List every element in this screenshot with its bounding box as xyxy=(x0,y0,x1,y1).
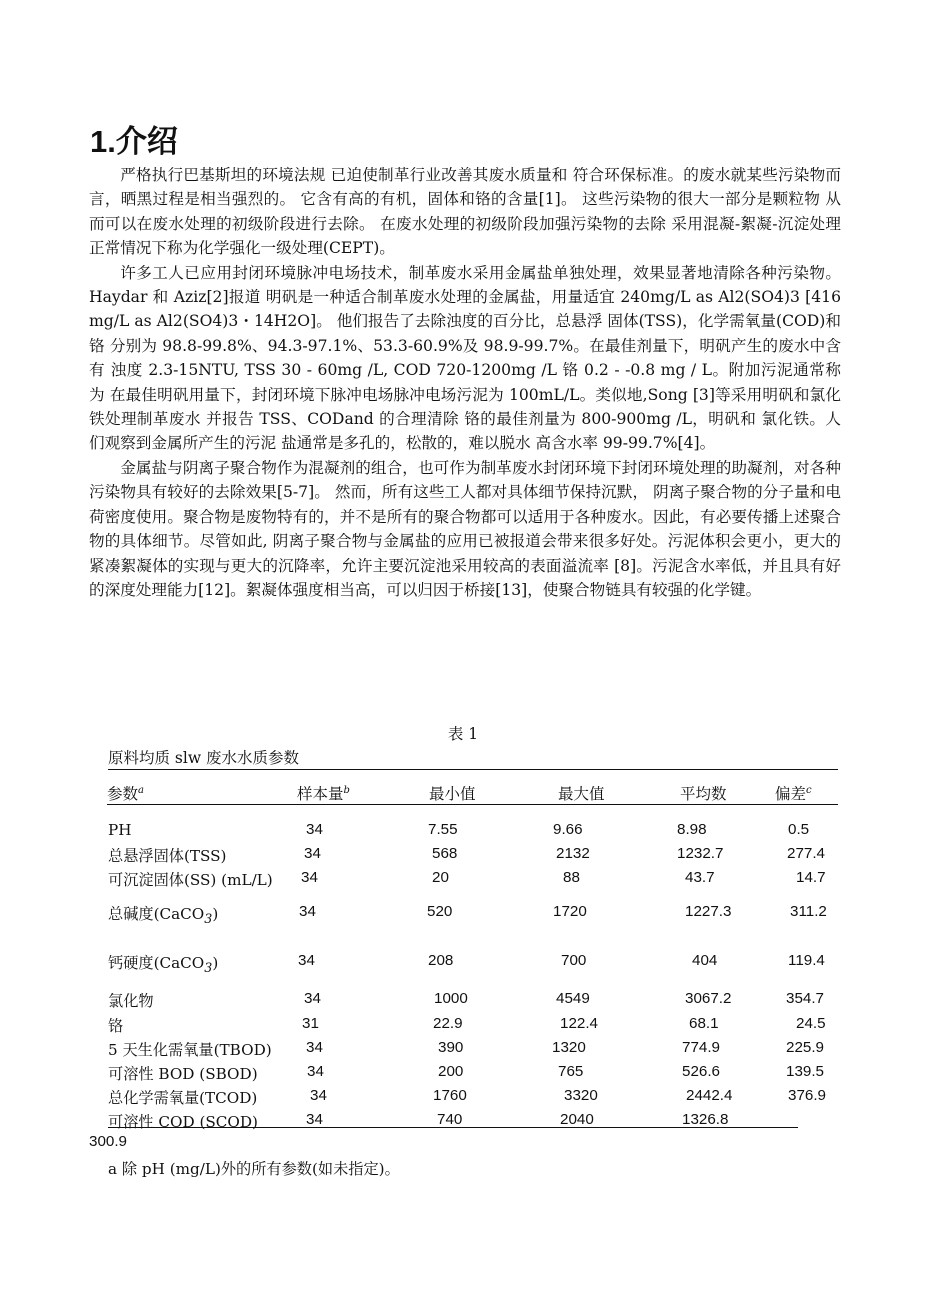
row-param-close: ) xyxy=(212,905,219,923)
cell-max: 700 xyxy=(561,952,587,969)
carry-value: 300.9 xyxy=(89,1133,128,1150)
cell-n: 34 xyxy=(310,1087,327,1104)
row-param-name: PH xyxy=(108,821,132,839)
header-param-sup: a xyxy=(138,784,144,796)
cell-mean: 1326.8 xyxy=(682,1111,729,1128)
header-mean xyxy=(680,782,775,805)
cell-max: 4549 xyxy=(556,990,590,1007)
cell-max: 1720 xyxy=(553,903,587,920)
cell-n: 34 xyxy=(306,1039,323,1056)
cell-min: 568 xyxy=(432,845,458,862)
cell-mean: 526.6 xyxy=(682,1063,721,1080)
paragraph: 金属盐与阴离子聚合物作为混凝剂的组合，也可作为制革废水封闭环境下封闭环境处理的助凝剂，对各种污染物具有较好的去除效果[5-7]。 然而，所有这些工人都对具体细节保持沉默， 阴离子聚合物的分子量和电荷密度使用。聚合物是废物特有的，并不是所有的聚合物都可以适用于各种废水。因此，有必要传播上述聚合物的具体细节。尽管如此, 阴离子聚合物与金属盐的应用已被报道会带来很多好处。污泥体积会更小，更大的紧凑絮凝体的实现与更大的沉降率，允许主要沉淀池采用较高的表面溢流率 [8]。污泥含水率低，并且具有好的深度处理能力[12]。絮凝体强度相当高，可以归因于桥接[13]，使聚合物链具有较强的化学键。 xyxy=(89,458,841,599)
cell-min: 200 xyxy=(438,1063,464,1080)
header-max xyxy=(555,782,680,805)
cell-mean: 43.7 xyxy=(685,869,715,886)
paragraph: 许多工人已应用封闭环境脉冲电场技术，制革废水采用金属盐单独处理，效果显著地清除各种污染物。Haydar 和 Aziz[2]报道 明矾是一种适合制革废水处理的金属盐，用量适宜 240mg/L as Al2(SO4)3 [416 mg/L as Al2(SO4)3・14H2O]。 他们报告了去除浊度的百分比，总悬浮 固体(TSS)，化学需氧量(COD)和铬 分别为 98.8-99.8%、94.3-97.1%、53.3-60.9%及 98.9-99.7%。在最佳剂量下，明矾产生的废水中含有 浊度 2.3-15NTU, TSS 30 - 60mg /L, COD 720-1200mg /L 铬 0.2 - -0.8 mg / L。附加污泥通常称为 在最佳明矾用量下，封闭环境下脉冲电场脉冲电场污泥为 100mL/L。类似地,Song [3]等采用明矾和氯化铁处理制革废水 并报告 TSS、CODand 的合理清除 铬的最佳剂量为 800-900mg /L，明矾和 氯化铁。人们观察到金属所产生的污泥 盐通常是多孔的，松散的，难以脱水 高含水率 99-99.7%[4]。 xyxy=(89,263,841,453)
cell-max: 3320 xyxy=(564,1087,598,1104)
cell-dev: 277.4 xyxy=(787,845,826,862)
cell-mean: 68.1 xyxy=(689,1015,719,1032)
cell-max: 9.66 xyxy=(553,821,583,838)
cell-max: 88 xyxy=(563,869,580,886)
cell-mean: 3067.2 xyxy=(685,990,732,1007)
header-min xyxy=(425,782,555,805)
row-param-close: ) xyxy=(212,954,219,972)
body-text xyxy=(89,163,841,602)
cell-mean: 404 xyxy=(692,952,718,969)
cell-n: 34 xyxy=(298,952,315,969)
cell-n: 34 xyxy=(306,1111,323,1128)
cell-min: 1000 xyxy=(434,990,468,1007)
section-heading: 1.介绍 xyxy=(90,124,178,159)
cell-mean: 8.98 xyxy=(677,821,707,838)
cell-n: 31 xyxy=(302,1015,319,1032)
cell-dev: 14.7 xyxy=(796,869,826,886)
cell-min: 20 xyxy=(432,869,449,886)
cell-mean: 774.9 xyxy=(682,1039,721,1056)
header-n-label: 样本量 xyxy=(297,785,344,803)
cell-min: 7.55 xyxy=(428,821,458,838)
row-param-name: 总悬浮固体(TSS) xyxy=(108,847,227,865)
header-n xyxy=(297,782,425,805)
row-param-cell xyxy=(108,903,218,926)
cell-min: 740 xyxy=(437,1111,463,1128)
header-mean-label: 平均数 xyxy=(680,785,727,803)
cell-dev: 24.5 xyxy=(796,1015,826,1032)
cell-mean: 2442.4 xyxy=(686,1087,733,1104)
table-footnote: a 除 pH (mg/L)外的所有参数(如未指定)。 xyxy=(108,1160,400,1178)
header-dev xyxy=(775,782,838,805)
paragraph: 严格执行巴基斯坦的环境法规 已迫使制革行业改善其废水质量和 符合环保标准。的废水就某些污染物而言，晒黑过程是相当强烈的。 它含有高的有机，固体和铬的含量[1]。 这些污染物的很大一部分是颗粒物 从而可以在废水处理的初级阶段进行去除。 在废水处理的初级阶段加强污染物的去除 采用混凝-絮凝-沉淀处理 正常情况下称为化学强化一级处理(CEPT)。 xyxy=(89,166,841,258)
header-max-label: 最大值 xyxy=(558,785,605,803)
row-param-name: 5 天生化需氧量(TBOD) xyxy=(108,1041,272,1059)
table-subtitle: 原料均质 slw 废水水质参数 xyxy=(108,746,838,770)
cell-mean: 1227.3 xyxy=(685,903,732,920)
row-param-subscript: 3 xyxy=(204,911,213,927)
cell-dev: 119.4 xyxy=(788,952,825,969)
cell-min: 208 xyxy=(428,952,454,969)
header-dev-label: 偏差 xyxy=(775,785,807,803)
row-param-name: 可溶性 BOD (SBOD) xyxy=(108,1065,258,1083)
cell-n: 34 xyxy=(307,1063,324,1080)
row-param-cell xyxy=(108,952,218,975)
cell-mean: 1232.7 xyxy=(677,845,724,862)
header-dev-sup: c xyxy=(806,784,812,796)
table-caption: 表 1 xyxy=(447,725,479,743)
row-param-name: 总碱度(CaCO xyxy=(108,905,205,923)
header-min-label: 最小值 xyxy=(429,785,476,803)
cell-max: 2132 xyxy=(556,845,590,862)
row-param-name: 氯化物 xyxy=(108,992,154,1010)
cell-n: 34 xyxy=(304,990,321,1007)
cell-min: 390 xyxy=(438,1039,464,1056)
row-param-subscript: 3 xyxy=(204,960,213,976)
header-param xyxy=(107,782,297,805)
cell-min: 1760 xyxy=(433,1087,467,1104)
cell-dev: 311.2 xyxy=(790,903,827,920)
cell-dev: 225.9 xyxy=(786,1039,825,1056)
cell-max: 2040 xyxy=(560,1111,594,1128)
cell-min: 22.9 xyxy=(433,1015,463,1032)
header-param-label: 参数 xyxy=(107,785,139,803)
table-bottom-rule xyxy=(108,1127,798,1128)
header-n-sup: b xyxy=(343,784,350,796)
row-param-name: 总化学需氧量(TCOD) xyxy=(108,1089,258,1107)
row-param-name: 钙硬度(CaCO xyxy=(108,954,205,972)
cell-n: 34 xyxy=(306,821,323,838)
cell-dev: 354.7 xyxy=(786,990,825,1007)
row-param-name: 铬 xyxy=(108,1017,124,1035)
cell-dev: 139.5 xyxy=(786,1063,825,1080)
cell-dev: 0.5 xyxy=(788,821,810,838)
cell-n: 34 xyxy=(304,845,321,862)
cell-max: 1320 xyxy=(552,1039,586,1056)
cell-n: 34 xyxy=(299,903,316,920)
cell-max: 122.4 xyxy=(560,1015,599,1032)
cell-min: 520 xyxy=(427,903,453,920)
cell-dev: 376.9 xyxy=(788,1087,827,1104)
row-param-name: 可沉淀固体(SS) (mL/L) xyxy=(108,871,273,889)
cell-n: 34 xyxy=(301,869,318,886)
row-param-name: 可溶性 COD (SCOD) xyxy=(108,1113,258,1131)
cell-max: 765 xyxy=(558,1063,584,1080)
